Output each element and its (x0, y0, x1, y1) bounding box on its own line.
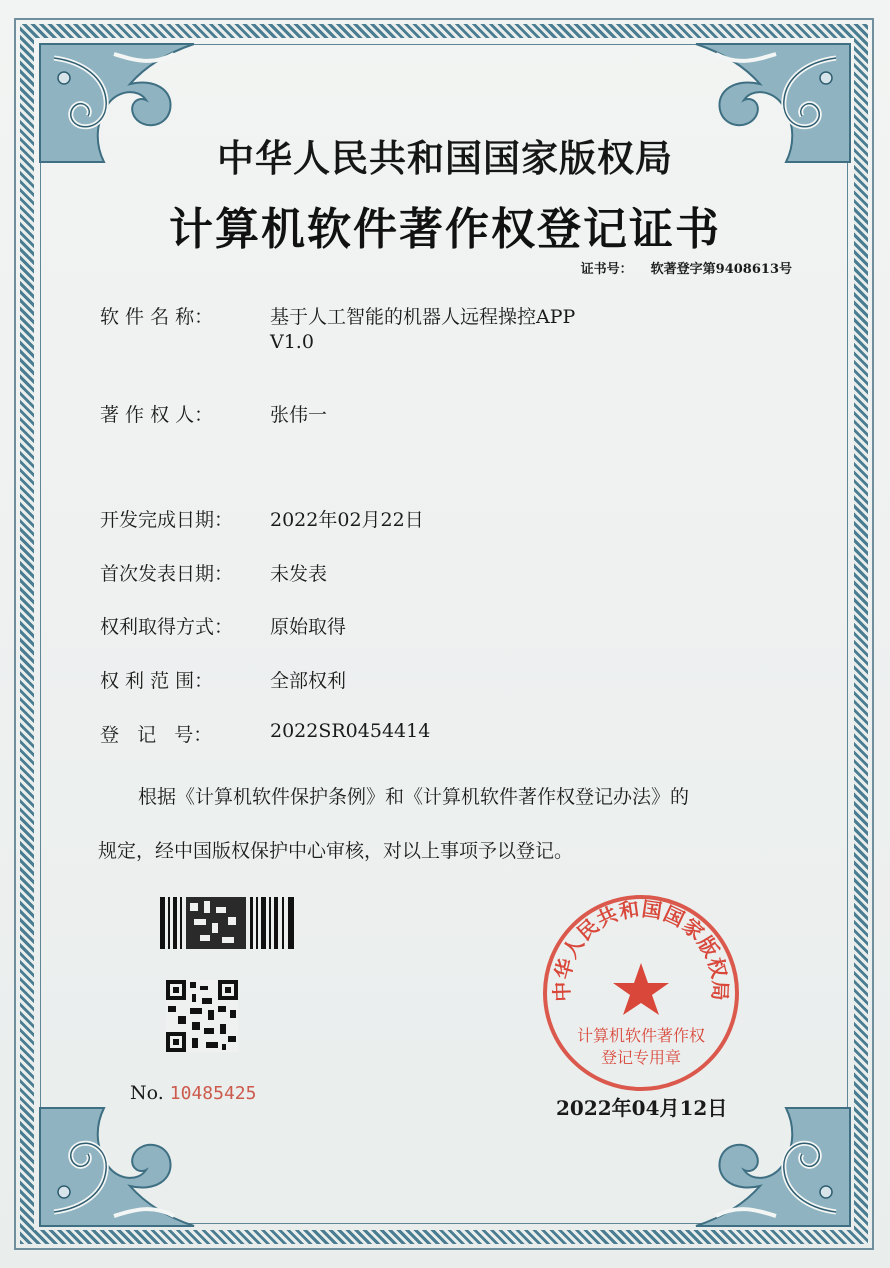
issuer-title: 中华人民共和国国家版权局 (217, 136, 673, 180)
field-label: 登 记 号： (100, 724, 213, 746)
field-value: 基于人工智能的机器人远程操控APP (270, 306, 576, 328)
field-owner (100, 400, 327, 427)
certificate-number-label: 证书号： (580, 262, 633, 277)
qr-code (166, 980, 238, 1052)
seal-arc-text: 中华人民共和国国家版权局 (549, 896, 733, 1003)
seal-text-line-1: 计算机软件著作权 (576, 1026, 706, 1045)
field-label: 著 作 权 人： (100, 404, 214, 426)
field-development-date (100, 505, 424, 532)
field-registration-number (100, 720, 430, 747)
field-rights-scope (100, 666, 346, 693)
barcode (160, 897, 298, 949)
corner-ornament-bottom-right (686, 1102, 856, 1232)
field-value: 原始取得 (270, 616, 347, 638)
statement-line: 规定，经中国版权保护中心审核，对以上事项予以登记。 (98, 840, 574, 862)
field-label: 开发完成日期： (100, 509, 234, 531)
field-value: 全部权利 (270, 670, 347, 692)
field-label: 权 利 范 围： (100, 670, 214, 692)
statement-line: 根据《计算机软件保护条例》和《计算机软件著作权登记办法》的 (138, 786, 690, 808)
serial-prefix: No. (130, 1082, 164, 1104)
certificate-number (581, 258, 792, 277)
field-value: 2022年02月22日 (270, 509, 424, 531)
field-software-name (100, 302, 575, 329)
software-version: V1.0 (270, 331, 314, 353)
field-value: 张伟一 (270, 404, 328, 426)
field-label: 首次发表日期： (100, 563, 234, 585)
registration-statement (98, 770, 818, 878)
field-value: 未发表 (270, 563, 328, 585)
field-label: 软 件 名 称： (100, 306, 214, 328)
official-seal (541, 893, 741, 1093)
certificate-number-value: 软著登字第9408613号 (650, 262, 792, 277)
field-value: 2022SR0454414 (270, 720, 431, 742)
field-publish-date (100, 559, 327, 586)
field-label: 权利取得方式： (100, 616, 234, 638)
seal-star-icon (613, 963, 669, 1015)
field-acquisition-method (100, 612, 346, 639)
certificate-title: 计算机软件著作权登记证书 (169, 204, 721, 255)
seal-text-line-2: 登记专用章 (600, 1048, 682, 1067)
serial-value: 10485425 (169, 1083, 257, 1104)
serial-number (130, 1082, 256, 1104)
seal-date: 2022年04月12日 (556, 1096, 728, 1120)
corner-ornament-bottom-left (34, 1102, 204, 1232)
